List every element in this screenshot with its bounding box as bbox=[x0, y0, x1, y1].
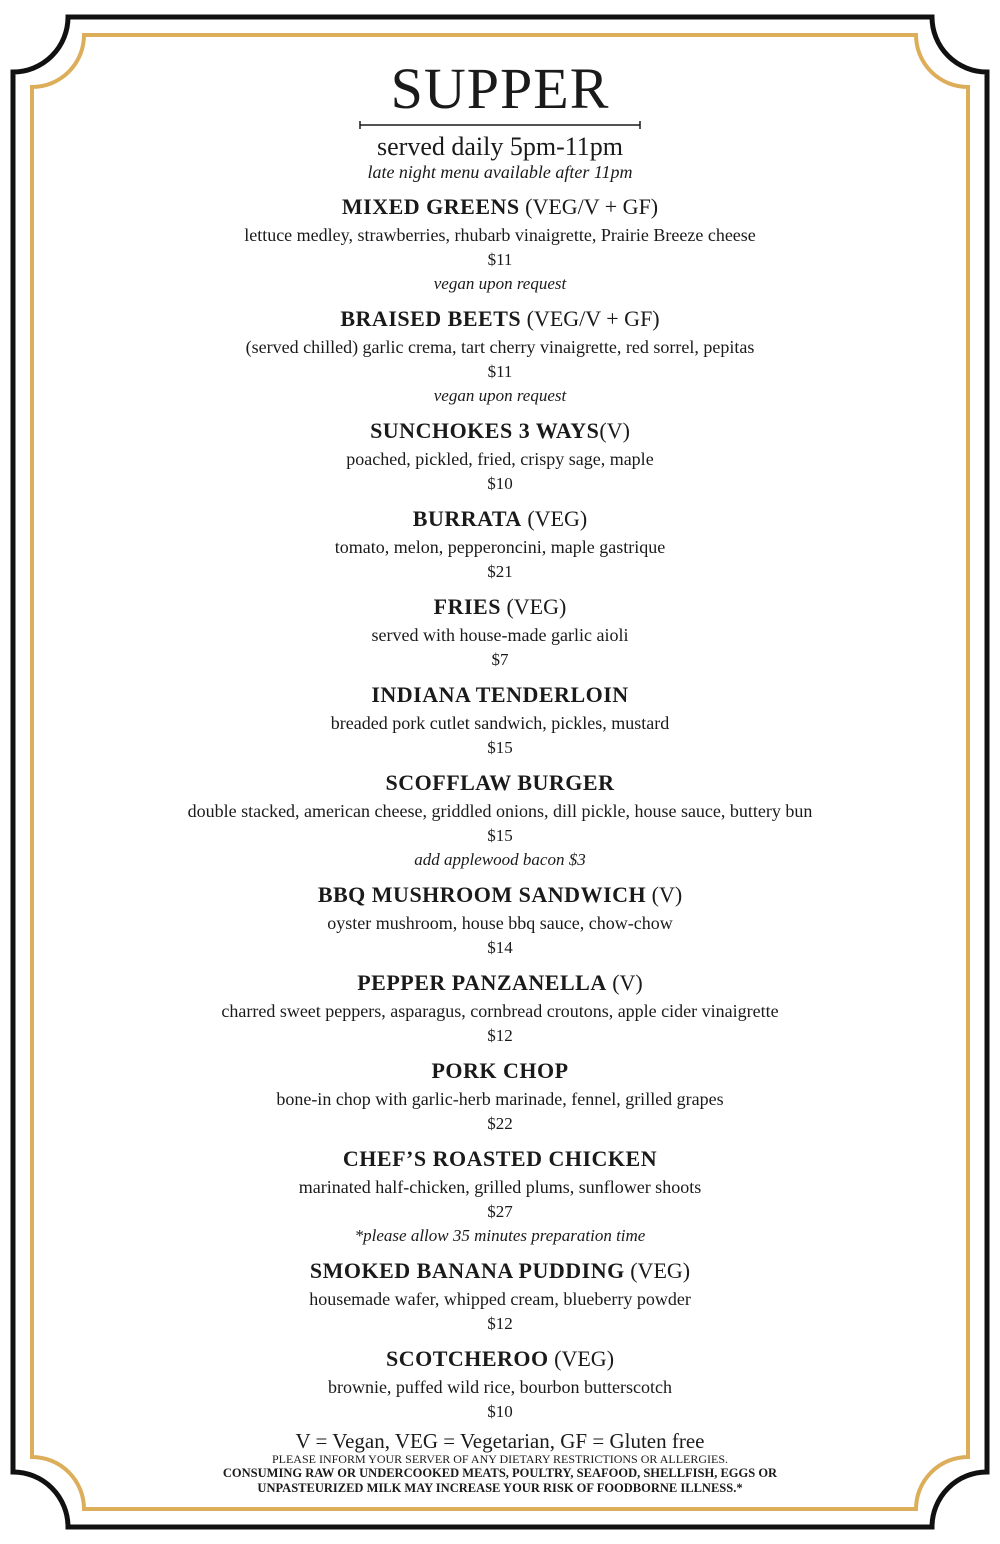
item-description: oyster mushroom, house bbq sauce, chow-chow bbox=[327, 913, 673, 933]
item-description: marinated half-chicken, grilled plums, sunflower shoots bbox=[298, 1177, 702, 1197]
menu-item bbox=[60, 1144, 940, 1248]
item-price: $11 bbox=[487, 362, 513, 381]
menu-item bbox=[60, 1344, 940, 1424]
item-price: $15 bbox=[487, 826, 513, 845]
item-price: $11 bbox=[487, 250, 513, 269]
item-name: SCOTCHEROO (VEG) bbox=[385, 1346, 615, 1371]
food-safety-warning-line-2: UNPASTEURIZED MILK MAY INCREASE YOUR RISK OF FOODBORNE ILLNESS.* bbox=[257, 1481, 743, 1495]
item-name: BRAISED BEETS (VEG/V + GF) bbox=[340, 306, 660, 331]
item-price: $21 bbox=[487, 562, 513, 581]
item-name: CHEF’S ROASTED CHICKEN bbox=[342, 1146, 658, 1171]
menu-item bbox=[60, 880, 940, 960]
title-rule bbox=[358, 120, 642, 134]
item-description: poached, pickled, fried, crispy sage, maple bbox=[346, 449, 654, 469]
menu-item bbox=[60, 1256, 940, 1336]
item-description: housemade wafer, whipped cream, blueberry powder bbox=[309, 1289, 691, 1309]
menu-item bbox=[60, 192, 940, 296]
food-safety-warning-line-1: CONSUMING RAW OR UNDERCOOKED MEATS, POULTRY, SEAFOOD, SHELLFISH, EGGS OR bbox=[222, 1466, 778, 1480]
item-note: vegan upon request bbox=[433, 386, 567, 405]
item-name: SCOFFLAW BURGER bbox=[385, 770, 615, 795]
menu-title: SUPPER bbox=[390, 56, 610, 121]
item-price: $10 bbox=[487, 1402, 513, 1421]
item-description: brownie, puffed wild rice, bourbon butterscotch bbox=[327, 1377, 673, 1397]
item-name: FRIES (VEG) bbox=[433, 594, 567, 619]
item-description: bone-in chop with garlic-herb marinade, fennel, grilled grapes bbox=[276, 1089, 724, 1109]
item-description: (served chilled) garlic crema, tart cherry vinaigrette, red sorrel, pepitas bbox=[245, 337, 755, 357]
menu-item bbox=[60, 504, 940, 584]
item-price: $12 bbox=[487, 1026, 513, 1045]
allergy-notice: PLEASE INFORM YOUR SERVER OF ANY DIETARY RESTRICTIONS OR ALLERGIES. bbox=[271, 1452, 729, 1466]
item-note: add applewood bacon $3 bbox=[414, 850, 586, 869]
item-description: double stacked, american cheese, griddled onions, dill pickle, house sauce, buttery bun bbox=[187, 801, 813, 821]
menu-item bbox=[60, 1056, 940, 1136]
menu-item bbox=[60, 416, 940, 496]
item-price: $27 bbox=[487, 1202, 513, 1221]
item-price: $10 bbox=[487, 474, 513, 493]
item-description: breaded pork cutlet sandwich, pickles, mustard bbox=[330, 713, 670, 733]
item-price: $15 bbox=[487, 738, 513, 757]
item-name: MIXED GREENS (VEG/V + GF) bbox=[341, 194, 659, 219]
item-name: PEPPER PANZANELLA (V) bbox=[357, 970, 643, 995]
item-price: $22 bbox=[487, 1114, 513, 1133]
item-name: BBQ MUSHROOM SANDWICH (V) bbox=[317, 882, 683, 907]
item-name: SMOKED BANANA PUDDING (VEG) bbox=[309, 1258, 691, 1283]
item-price: $7 bbox=[491, 650, 509, 669]
item-price: $12 bbox=[487, 1314, 513, 1333]
menu-item bbox=[60, 968, 940, 1048]
menu-item bbox=[60, 768, 940, 872]
late-night-note: late night menu available after 11pm bbox=[367, 162, 633, 182]
item-name: INDIANA TENDERLOIN bbox=[371, 682, 629, 707]
item-name: BURRATA (VEG) bbox=[412, 506, 588, 531]
item-price: $14 bbox=[487, 938, 513, 957]
item-description: served with house-made garlic aioli bbox=[371, 625, 629, 645]
item-description: lettuce medley, strawberries, rhubarb vinaigrette, Prairie Breeze cheese bbox=[244, 225, 756, 245]
service-hours: served daily 5pm-11pm bbox=[377, 132, 623, 161]
item-note: vegan upon request bbox=[433, 274, 567, 293]
item-description: tomato, melon, pepperoncini, maple gastrique bbox=[334, 537, 666, 557]
menu-items bbox=[60, 192, 940, 1424]
dietary-legend: V = Vegan, VEG = Vegetarian, GF = Gluten free bbox=[295, 1429, 705, 1453]
menu-item bbox=[60, 304, 940, 408]
item-description: charred sweet peppers, asparagus, cornbread croutons, apple cider vinaigrette bbox=[221, 1001, 779, 1021]
menu-item bbox=[60, 680, 940, 760]
item-name: SUNCHOKES 3 WAYS(V) bbox=[370, 418, 630, 443]
menu-item bbox=[60, 592, 940, 672]
menu-content bbox=[60, 58, 940, 1496]
item-note: *please allow 35 minutes preparation time bbox=[354, 1226, 646, 1245]
item-name: PORK CHOP bbox=[431, 1058, 569, 1083]
